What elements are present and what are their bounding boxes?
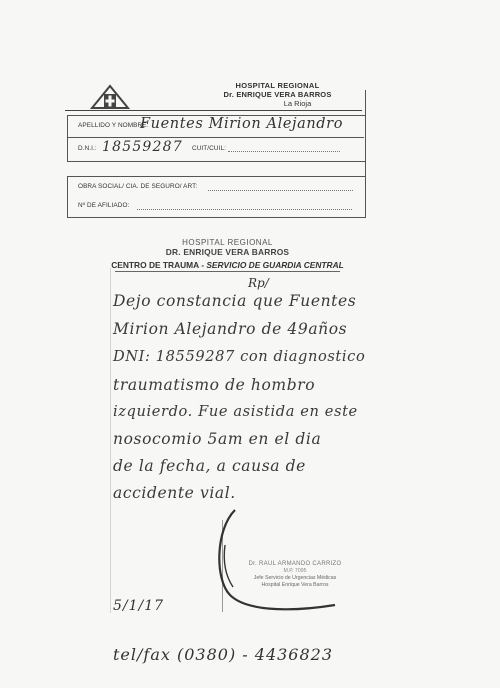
affiliate-label: Nº DE AFILIADO: <box>78 202 130 209</box>
prescription-divider <box>115 271 340 272</box>
dni-label: D.N.I.: <box>78 145 97 152</box>
dni-value: 18559287 <box>102 139 183 155</box>
insurance-label: OBRA SOCIAL/ CIA. DE SEGURO/ ART: <box>78 183 198 190</box>
rx-unit <box>110 260 345 271</box>
cuit-label: CUIT/CUIL: <box>192 145 227 152</box>
hospital-name: Dr. ENRIQUE VERA BARROS <box>223 90 332 99</box>
prescription-header <box>110 238 345 271</box>
date-value: 5/1/17 <box>113 598 165 614</box>
body-line: izquierdo. Fue asistida en este <box>113 403 358 420</box>
rx-hospital-name: DR. ENRIQUE VERA BARROS <box>165 247 290 257</box>
rx-unit-prefix: CENTRO DE TRAUMA - <box>111 260 207 270</box>
name-value: Fuentes Mirion Alejandro <box>140 116 344 132</box>
doctor-stamp <box>240 560 350 589</box>
insurance-dotted-line <box>208 189 353 191</box>
body-line: nosocomio 5am en el dia <box>113 430 322 448</box>
body-line: accidente vial. <box>113 484 236 502</box>
stamp-dept: Jefe Servicio de Urgencias Médicas <box>253 575 337 581</box>
rx-hospital-label: HOSPITAL REGIONAL <box>182 238 273 247</box>
hospital-city: La Rioja <box>283 99 312 108</box>
stamp-name: Dr. RAUL ARMANDO CARRIZO <box>248 561 342 567</box>
rx-unit-suffix: SERVICIO DE GUARDIA CENTRAL <box>206 260 344 270</box>
cuit-dotted-line <box>228 150 340 152</box>
contact-phone: tel/fax (0380) - 4436823 <box>113 645 334 664</box>
body-line: traumatismo de hombro <box>113 376 316 394</box>
stamp-mp: M.P. 7095 <box>283 568 307 574</box>
body-line: de la fecha, a causa de <box>113 457 306 475</box>
prescription-margin <box>110 268 111 613</box>
stamp-hospital: Hospital Enrique Vera Barros <box>261 582 329 588</box>
body-line: Dejo constancia que Fuentes <box>113 292 357 310</box>
hospital-label: HOSPITAL REGIONAL <box>235 81 320 90</box>
affiliate-dotted-line <box>137 208 352 210</box>
body-line: Mirion Alejandro de 49años <box>113 320 348 338</box>
body-line: DNI: 18559287 con diagnostico <box>113 348 366 365</box>
rp-mark: Rp/ <box>248 276 269 290</box>
name-label: APELLIDO Y NOMBRE: <box>78 122 149 129</box>
name-row-divider <box>67 137 364 138</box>
